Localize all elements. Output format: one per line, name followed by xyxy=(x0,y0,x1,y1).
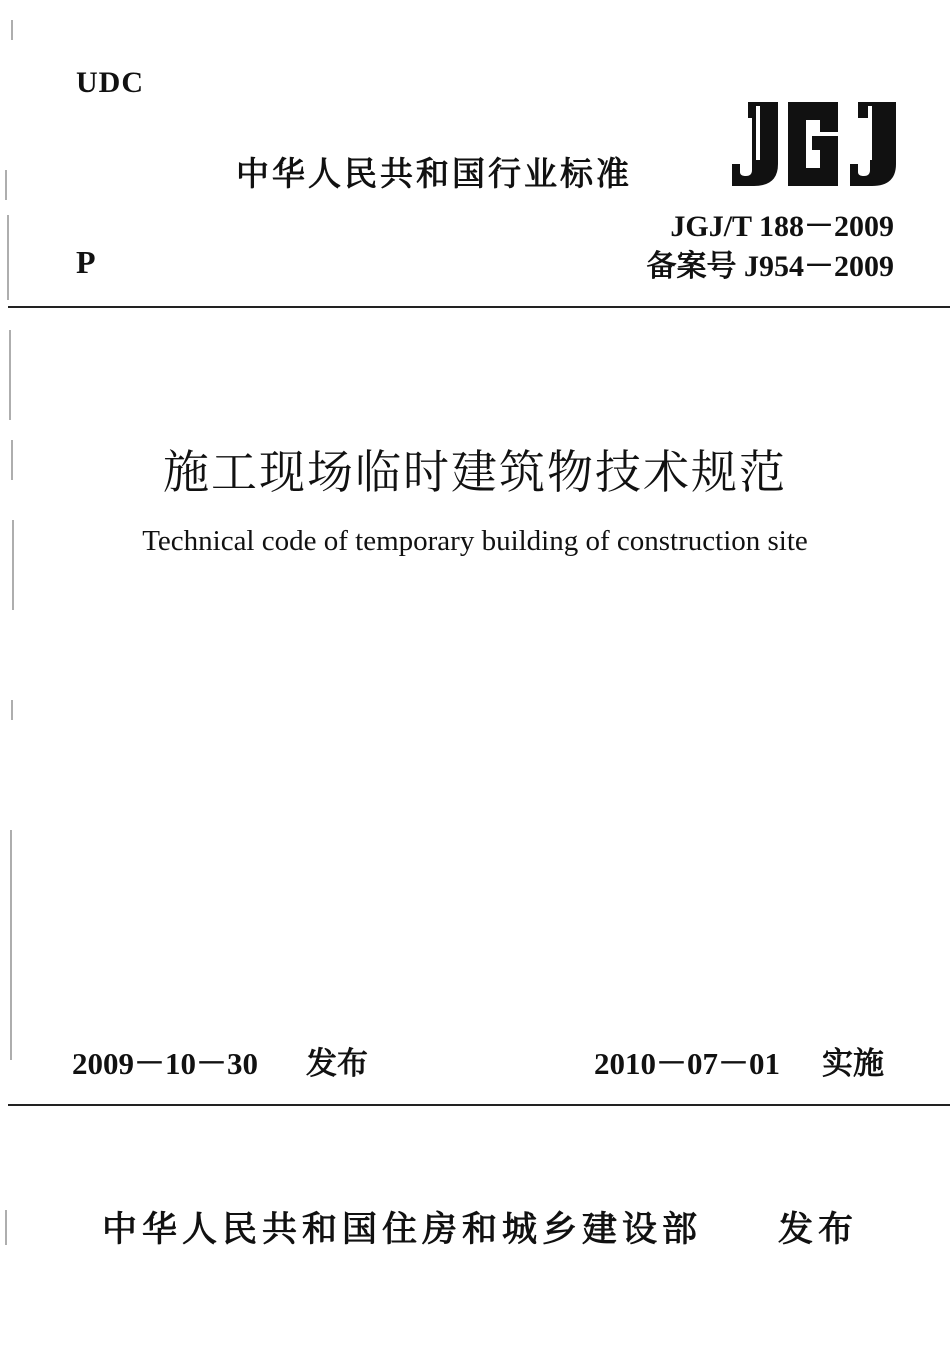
standard-class: 中华人民共和国行业标准 xyxy=(236,154,632,193)
publish-date: 2009－10－30 xyxy=(72,1046,258,1081)
scan-edge-marks xyxy=(0,0,24,1371)
standard-code: JGJ/T 188－2009 xyxy=(670,210,894,243)
jgj-logo xyxy=(726,96,902,192)
header-divider xyxy=(8,306,950,308)
effective-date: 2010－07－01 xyxy=(594,1046,780,1081)
publisher-name: 中华人民共和国住房和城乡建设部 xyxy=(102,1210,703,1250)
udc-label: UDC xyxy=(76,66,144,99)
classification-code: P xyxy=(76,244,96,280)
title-chinese: 施工现场临时建筑物技术规范 xyxy=(163,445,787,499)
footer-divider xyxy=(8,1104,950,1106)
effective-label: 实施 xyxy=(822,1046,884,1082)
publisher-label: 发布 xyxy=(778,1210,859,1250)
title-english: Technical code of temporary building of construction site xyxy=(142,525,808,557)
publish-label: 发布 xyxy=(306,1046,368,1082)
filing-number: 备案号 J954－2009 xyxy=(646,250,894,283)
